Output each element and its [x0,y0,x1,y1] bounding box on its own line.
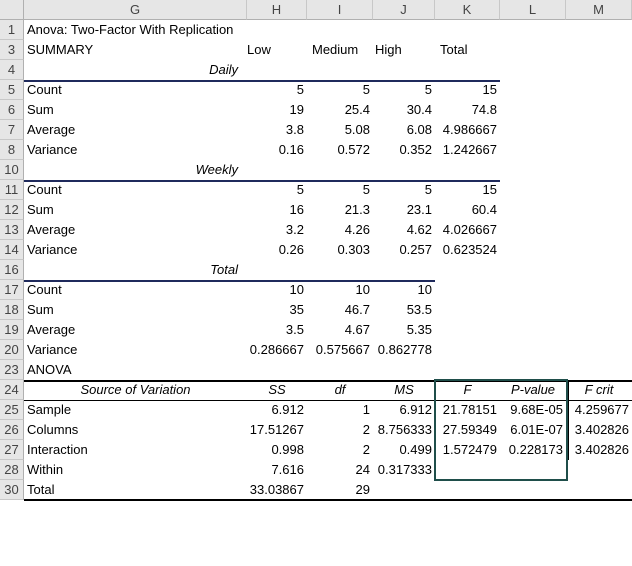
row-header-24[interactable]: 24 [0,380,24,400]
anova-df: 24 [355,462,370,477]
anova-header-ms: MS [394,382,414,397]
stat-value: 5 [362,82,370,97]
stat-value: 53.5 [406,302,432,317]
anova-total-df: 29 [355,482,370,497]
anova-total-ss: 33.03867 [249,482,304,497]
anova-ss: 7.616 [271,462,304,477]
anova-source: Columns [27,422,79,437]
stat-value: 5.08 [344,122,370,137]
stat-value: 5 [362,182,370,197]
stat-value: 1.242667 [442,142,497,157]
stat-value: 0.575667 [315,342,370,357]
anova-f: 1.572479 [442,442,497,457]
stat-value: 0.572 [337,142,370,157]
anova-header-ss: SS [268,382,286,397]
group-name-total: Total [210,262,238,277]
row-header-6[interactable]: 6 [0,100,24,120]
stat-value: 3.8 [285,122,304,137]
row-header-18[interactable]: 18 [0,300,24,320]
column-header-g[interactable]: G [24,0,247,20]
column-header-l[interactable]: L [500,0,566,20]
f-pvalue-highlight-box [434,379,568,481]
stat-value: 0.303 [337,242,370,257]
stat-value [435,320,500,340]
select-all-corner[interactable] [0,0,24,20]
stat-label: Count [27,82,62,97]
anova-fcrit: 4.259677 [574,402,629,417]
row-header-12[interactable]: 12 [0,200,24,220]
stat-label: Average [27,222,76,237]
summary-header-low: Low [247,42,271,57]
stat-value: 0.16 [278,142,304,157]
cell-grid[interactable] [24,20,632,566]
column-header-h[interactable]: H [247,0,307,20]
anova-ms: 6.912 [399,402,432,417]
row-header-27[interactable]: 27 [0,440,24,460]
anova-ss: 6.912 [271,402,304,417]
anova-df: 2 [362,442,370,457]
stat-value: 74.8 [471,102,497,117]
stat-value: 10 [417,282,432,297]
stat-value: 60.4 [471,202,497,217]
anova-ms: 0.317333 [377,462,432,477]
anova-p: 6.01E-07 [510,422,563,437]
stat-value [435,340,500,360]
stat-value: 4.026667 [442,222,497,237]
stat-value: 4.67 [344,322,370,337]
anova-ms: 0.499 [399,442,432,457]
stat-value: 25.4 [344,102,370,117]
stat-value: 4.26 [344,222,370,237]
column-header-j[interactable]: J [373,0,435,20]
column-header-k[interactable]: K [435,0,500,20]
group-name-weekly: Weekly [195,162,238,177]
stat-value: 0.352 [399,142,432,157]
stat-value: 3.5 [285,322,304,337]
stat-label: Variance [27,142,78,157]
stat-value: 19 [289,102,304,117]
row-header-11[interactable]: 11 [0,180,24,200]
row-header-14[interactable]: 14 [0,240,24,260]
summary-header-high: High [375,42,402,57]
border-line [24,499,632,501]
stat-label: Variance [27,342,78,357]
stat-label: Variance [27,242,78,257]
anova-p: 0.228173 [508,442,563,457]
stat-label: Sum [27,102,54,117]
stat-value: 0.623524 [442,242,497,257]
stat-value: 4.62 [406,222,432,237]
anova-source: Sample [27,402,72,417]
row-header-4[interactable]: 4 [0,60,24,80]
summary-header-medium: Medium [312,42,359,57]
row-header-25[interactable]: 25 [0,400,24,420]
anova-f: 27.59349 [442,422,497,437]
stat-value: 6.08 [406,122,432,137]
row-header-10[interactable]: 10 [0,160,24,180]
stat-value: 5 [296,82,304,97]
row-header-26[interactable]: 26 [0,420,24,440]
anova-fcrit: 3.402826 [574,442,629,457]
anova-header-p: P-value [510,382,556,397]
row-header-19[interactable]: 19 [0,320,24,340]
border-line [568,380,569,460]
stat-label: Count [27,182,62,197]
anova-df: 2 [362,422,370,437]
stat-value [435,280,500,300]
summary-header-total: Total [440,42,468,57]
stat-value: 0.286667 [249,342,304,357]
row-header-23[interactable]: 23 [0,360,24,380]
stat-value: 5 [296,182,304,197]
stat-value: 0.257 [399,242,432,257]
anova-fcrit: 3.402826 [574,422,629,437]
row-header-13[interactable]: 13 [0,220,24,240]
anova-header-f: F [463,382,472,397]
stat-value [435,300,500,320]
anova-title: Anova: Two-Factor With Replication [27,22,234,37]
stat-value: 0.862778 [377,342,432,357]
anova-source: Within [27,462,64,477]
anova-total-label: Total [27,482,55,497]
stat-value: 21.3 [344,202,370,217]
stat-value: 35 [289,302,304,317]
row-header-30[interactable]: 30 [0,480,24,500]
anova-header-fcrit: F crit [584,382,614,397]
stat-value: 15 [482,182,497,197]
row-header-1[interactable]: 1 [0,20,24,40]
row-header-20[interactable]: 20 [0,340,24,360]
summary-label: SUMMARY [27,42,94,57]
anova-fcrit [566,460,632,480]
stat-value: 5 [424,82,432,97]
row-header-16[interactable]: 16 [0,260,24,280]
row-header-7[interactable]: 7 [0,120,24,140]
stat-value: 16 [289,202,304,217]
anova-p: 9.68E-05 [510,402,563,417]
row-header-8[interactable]: 8 [0,140,24,160]
anova-ss: 17.51267 [249,422,304,437]
stat-label: Count [27,282,62,297]
stat-value: 0.26 [278,242,304,257]
stat-label: Sum [27,202,54,217]
stat-value: 3.2 [285,222,304,237]
stat-value: 46.7 [344,302,370,317]
row-header-17[interactable]: 17 [0,280,24,300]
row-header-28[interactable]: 28 [0,460,24,480]
anova-source: Interaction [27,442,88,457]
stat-value: 4.986667 [442,122,497,137]
stat-value: 10 [355,282,370,297]
anova-ms: 8.756333 [377,422,432,437]
column-header-m[interactable]: M [566,0,632,20]
stat-value: 15 [482,82,497,97]
anova-df: 1 [362,402,370,417]
stat-label: Sum [27,302,54,317]
row-header-3[interactable]: 3 [0,40,24,60]
anova-header-df: df [334,382,346,397]
anova-f: 21.78151 [442,402,497,417]
column-header-i[interactable]: I [307,0,373,20]
row-header-5[interactable]: 5 [0,80,24,100]
anova-header-source: Source of Variation [80,382,191,397]
stat-value: 5 [424,182,432,197]
anova-ss: 0.998 [271,442,304,457]
anova-label: ANOVA [27,362,72,377]
group-name-daily: Daily [209,62,238,77]
stat-value: 23.1 [406,202,432,217]
stat-label: Average [27,122,76,137]
stat-value: 30.4 [406,102,432,117]
stat-value: 10 [289,282,304,297]
stat-value: 5.35 [406,322,432,337]
stat-label: Average [27,322,76,337]
